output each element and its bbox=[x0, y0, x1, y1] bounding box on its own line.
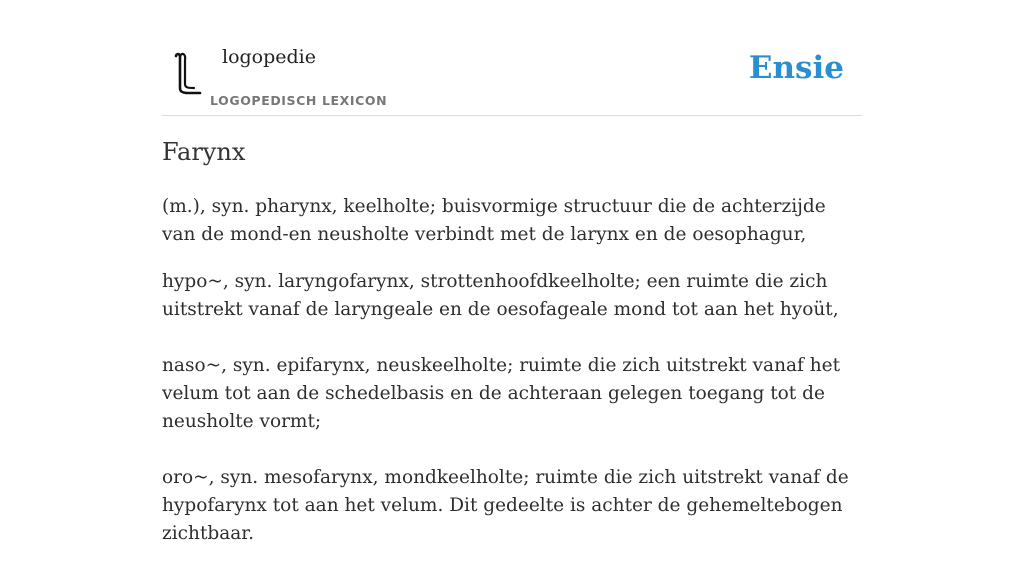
entry-body bbox=[162, 193, 862, 576]
subentry-naso: naso~, syn. epifarynx, neuskeelholte; ruimte die zich uitstrekt vanaf het velum tot aan de schedelbasis en de achteraan gelegen toegang tot de neusholte vormt; bbox=[162, 355, 841, 432]
subentry-hypo: hypo~, syn. laryngofarynx, strottenhoofdkeelholte; een ruimte die zich uitstrekt vanaf de laryngeale en de oesofageale mond tot aan het hyoüt, bbox=[162, 271, 839, 320]
subentry-oro: oro~, syn. mesofarynx, mondkeelholte; ruimte die zich uitstrekt vanaf de hypofarynx tot aan het velum. Dit gedeelte is achter de gehemeltebogen zichtbaar. bbox=[162, 467, 849, 544]
ensie-brand-link[interactable]: Ensie bbox=[748, 50, 844, 86]
site-subtitle: LOGOPEDISCH LEXICON bbox=[210, 93, 388, 108]
entry-title: Farynx bbox=[162, 138, 246, 166]
site-header bbox=[162, 40, 862, 116]
entry-definition: (m.), syn. pharynx, keelholte; buisvormige structuur die de achterzijde van de mond-en neusholte verbindt met de larynx en de oesophagur, bbox=[162, 196, 826, 245]
logopedie-logo-icon[interactable] bbox=[164, 48, 208, 98]
site-name[interactable]: logopedie bbox=[222, 46, 317, 68]
